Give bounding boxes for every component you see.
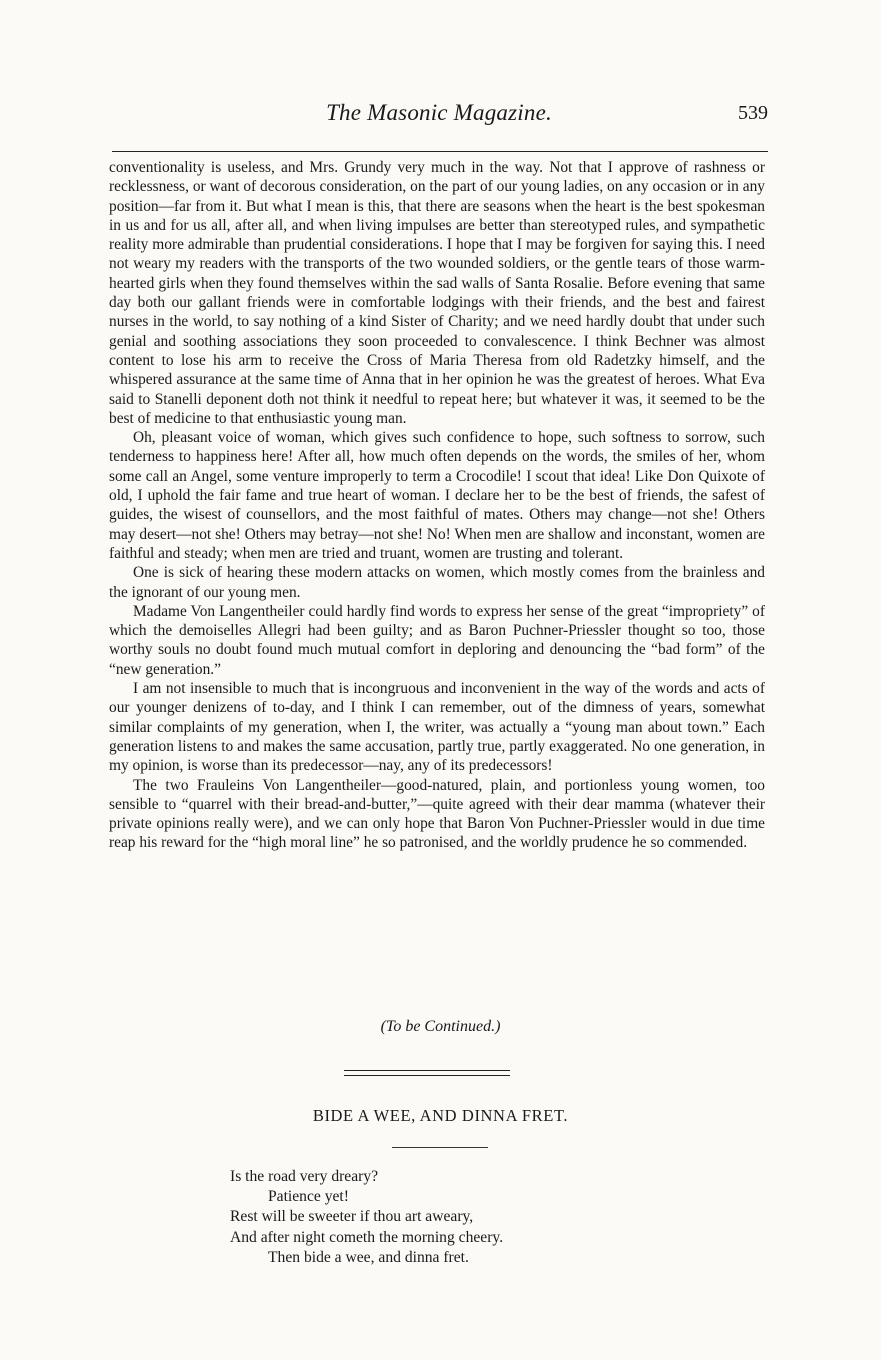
page-number: 539 <box>738 102 768 124</box>
paragraph: Madame Von Langentheiler could hardly find words to express her sense of the great “impropriety” of which the demoiselles Allegri had been guilty; and as Baron Puchner-Priessler thought so too, those worthy souls no doubt found much mutual comfort in deploring and denouncing the “bad form” of the “new generation.” <box>109 602 765 678</box>
paragraph: Oh, pleasant voice of woman, which gives such confidence to hope, such softness to sorrow, such tenderness to happiness here! After all, how much often depends on the words, the smiles of her, whom some call an Angel, some venture improperly to term a Crocodile! I scout that idea! Like Don Quixote of old, I uphold the fair fame and true heart of woman. I declare her to be the best of friends, the safest of guides, the wisest of counsellors, and the most faithful of mates. Others may change—not she! Others may desert—not she! Others may betray—not she! No! When men are shallow and inconstant, women are faithful and steady; when men are tried and truant, women are trusting and tolerant. <box>109 429 765 562</box>
to-be-continued: (To be Continued.) <box>380 1018 501 1035</box>
header-rule <box>112 151 768 152</box>
poem-title: BIDE A WEE, AND DINNA FRET. <box>312 1106 569 1125</box>
title-rule <box>392 1147 488 1148</box>
paragraph: The two Frauleins Von Langentheiler—good-natured, plain, and portionless young women, too sensible to “quarrel with their bread-and-butter,”—quite agreed with their dear mamma (whatever their private opinions really were), and we can only hope that Baron Von Puchner-Priessler would in due time reap his reward for the “high moral line” he so patronised, and the worldly prudence he so commended. <box>109 776 765 852</box>
paragraph: I am not insensible to much that is incongruous and inconvenient in the way of the words and acts of our younger denizens of to-day, and I think I can remember, out of the dimness of years, somewhat similar complaints of my generation, when I, the writer, was actually a “young man about town.” Each generation listens to and makes the same accusation, partly true, partly exaggerated. No one generation, in my opinion, is worse than its predecessor—nay, any of its predecessors! <box>109 680 765 775</box>
poem-line: Rest will be sweeter if thou art aweary, <box>230 1208 474 1226</box>
poem-line: Is the road very dreary? <box>230 1168 379 1185</box>
paragraph: One is sick of hearing these modern attacks on women, which mostly comes from the brainless and the ignorant of our young men. <box>109 564 765 601</box>
article-body <box>109 158 765 853</box>
page-header <box>108 98 770 132</box>
poem-line: Patience yet! <box>268 1188 349 1206</box>
poem-line: And after night cometh the morning cheery. <box>230 1228 504 1246</box>
running-title: The Masonic Magazine. <box>326 100 552 125</box>
poem-line: Then bide a wee, and dinna fret. <box>268 1248 469 1266</box>
poem <box>230 1167 650 1268</box>
paragraph: conventionality is useless, and Mrs. Grundy very much in the way. Not that I approve of rashness or recklessness, or want of decorous consideration, on the part of our young ladies, on any occasion or in any position—far from it. But what I mean is this, that there are seasons when the heart is the best spokesman in us and for us all, after all, and when living impulses are better than stereotyped rules, and sympathetic reality more admirable than prudential considerations. I hope that I may be forgiven for saying this. I need not weary my readers with the transports of the two wounded soldiers, or the gentle tears of those warm-hearted girls when they found themselves within the sad walls of Santa Rosalie. Before evening that same day both our gallant friends were in comfortable lodgings with their friends, and the best and fairest nurses in the world, to say nothing of a kind Sister of Charity; and we need hardly doubt that under such genial and soothing associations they soon proceeded to convalescence. I think Bechner was almost content to lose his arm to receive the Cross of Maria Theresa from old Radetzky himself, and the whispered assurance at the same time of Anna that in her opinion he was the greatest of heroes. What Eva said to Stanelli deponent doth not think it needful to repeat here; but whatever it was, it seemed to be the best of medicine to that enthusiastic young man. <box>109 159 765 427</box>
section-divider <box>344 1070 510 1076</box>
